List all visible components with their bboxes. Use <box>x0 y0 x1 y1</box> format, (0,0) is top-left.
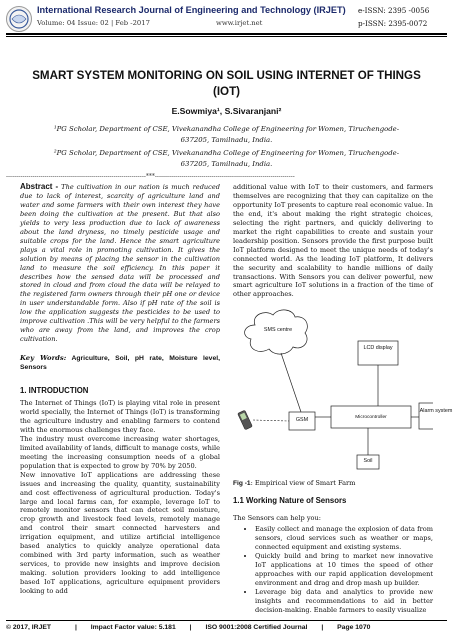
figure-caption-label: Fig -1 <box>233 480 251 488</box>
intro-paragraph-1: The Internet of Things (IoT) is playing vital role in present world specially, the Internet of Things (IoT) is transforming the agriculture industry and enabling farmers to contend with the enormous challenges they face. <box>20 399 220 434</box>
footer-page-number: Page 1070 <box>337 624 371 631</box>
alarm-box <box>419 403 433 429</box>
section2-intro: The Sensors can help you: <box>233 514 321 523</box>
footer-impact-factor: Impact Factor value: 5.181 <box>90 624 176 631</box>
paper-authors: E.Sowmiya¹, S.Sivaranjani² <box>171 106 282 116</box>
page-footer <box>6 620 447 631</box>
footer-iso: ISO 9001:2008 Certified Journal <box>205 624 308 631</box>
intro-paragraph-2: The industry must overcome increasing water shortages, limited availability of lands, difficult to manage costs, while meeting the increasing consumption needs of a global population that is expected to grow by 70% by 2050. <box>20 434 220 470</box>
microcontroller-label: Microcontroller <box>355 415 387 421</box>
sms-centre-label: SMS centre <box>263 327 293 334</box>
abstract-label: Abstract - <box>20 182 59 191</box>
separator-line: ---------------------------------------------------------------------***--------------------------------------------------------------------- <box>6 173 295 180</box>
affiliation-1: ¹PG Scholar, Department of CSE, Vivekanandha College of Engineering for Women, Tiruchengode-637205, Tamilnadu, India. <box>53 125 400 144</box>
journal-url[interactable]: www.irjet.net <box>216 19 263 27</box>
paper-title: SMART SYSTEM MONITORING ON SOIL USING INTERNET OF THINGS (IOT) <box>32 69 421 98</box>
right-column <box>233 183 453 615</box>
soil-label: Soil <box>363 458 373 465</box>
section-heading-introduction: 1. INTRODUCTION <box>20 386 89 396</box>
phone-icon <box>238 411 253 431</box>
figure-caption-text: : Empirical view of Smart Farm <box>250 479 356 488</box>
link-gsm-cloud <box>281 353 301 412</box>
page-header <box>0 0 453 38</box>
footer-sep: | <box>189 624 192 631</box>
volume-issue: Volume: 04 Issue: 02 | Feb -2017 <box>37 19 150 27</box>
footer-sep: | <box>321 624 324 631</box>
footer-sep: | <box>74 624 77 631</box>
header-rule-thin <box>6 36 447 37</box>
irjet-logo <box>6 6 32 32</box>
section-heading-working-nature: 1.1 Working Nature of Sensors <box>233 496 347 506</box>
gsm-label: GSM <box>295 417 309 424</box>
abstract <box>20 183 220 344</box>
list-item: • Quickly build and bring to market new innovative IoT applications at 10 times the speed of other approaches with our rapid application development environment and drag and drop mash up builder. <box>255 552 433 588</box>
p-issn: p-ISSN: 2395-0072 <box>358 19 428 28</box>
footer-copyright: © 2017, IRJET <box>6 624 52 631</box>
link-phone-gsm <box>253 420 289 421</box>
alarm-system-label: Alarm system <box>419 408 453 415</box>
keywords-text: Agriculture, Soil, pH rate, Moisture level, Sensors <box>20 355 220 372</box>
affiliation-2: ²PG Scholar, Department of CSE, Vivekanandha College of Engineering for Women, Tiruchengode-637205, Tamilnadu, India. <box>53 149 400 168</box>
e-issn: e-ISSN: 2395 -0056 <box>358 6 430 15</box>
list-item: • Easily collect and manage the explosion of data from sensors, cloud services such as weather or maps, connected equipment and existing systems. <box>255 525 433 552</box>
figure-caption <box>233 479 433 489</box>
right-paragraph-1: additional value with IoT to their customers, and farmers themselves are recognizing that they can capitalize on the opportunity IoT presents to capture real economic value. In the end, it's about making the right strategic choices, selecting the right partners, and quickly delivering to market the right capabilities to create and sustain your leadership position. Sensors provide the first purpose built IoT platform designed to meet the unique needs of today's connected world. As the leading IoT platform, It delivers the security and scalability to handle millions of daily transactions. With Sensors you can deliver powerful, new smart agriculture IoT solutions in a fraction of the time of other approaches. <box>233 183 433 299</box>
lcd-display-label: LCD display <box>363 345 393 352</box>
intro-paragraph-3: New innovative IoT applications are addressing these issues and increasing the quality, quantity, sustainability and cost effectiveness of agricultural production. Today's large and local farms can, for example, leverage IoT to remotely monitor sensors that can detect soil moisture, crop growth and livestock feed levels, remotely manage and control their smart connected harvesters and irrigation equipment, and utilize artificial intelligence based analytics to quickly analyze operational data combined with 3rd party information, such as weather services, to provide new insights and improve decision making. solution providers looking to add intelligence based IoT applications, agriculture equipment providers looking to add <box>20 470 220 596</box>
smart-farm-diagram <box>233 305 453 473</box>
sensor-benefits-list <box>233 525 433 615</box>
left-column <box>20 183 220 596</box>
keywords <box>20 354 220 373</box>
keywords-label: Key Words: <box>20 354 67 363</box>
abstract-text: The cultivation in our nation is much reduced due to lack of interest, scarcity of agriculture land and water and some farmers with their own interest they have been doing the cultivation at the present. But that also yields to very less production due to lack of awareness about the land dryness, no timely pesticide usage and suitable crops for the land. Hence the smart agriculture plays a vital role in promoting cultivation. It gives the solution by means of placing the sensor in the cultivation land to measure the soil efficiency. In this paper it describes how the sensed data will be processed and stored in cloud and from cloud the data will be relayed to the registered farm owners through their pH one or device in user understandable form. Also if pH rate of the soil is low the application suggests the pesticides to be used to improve cultivation .This will be very helpful to the farmers who are away from the land, and improves the crop cultivation. <box>20 183 220 344</box>
list-item: • Leverage big data and analytics to provide new insights and recommendations to aid in better decision-making. Enable farmers to easily visualize <box>255 588 433 615</box>
header-rule <box>6 33 447 35</box>
journal-name: International Research Journal of Engineering and Technology (IRJET) <box>37 5 346 15</box>
